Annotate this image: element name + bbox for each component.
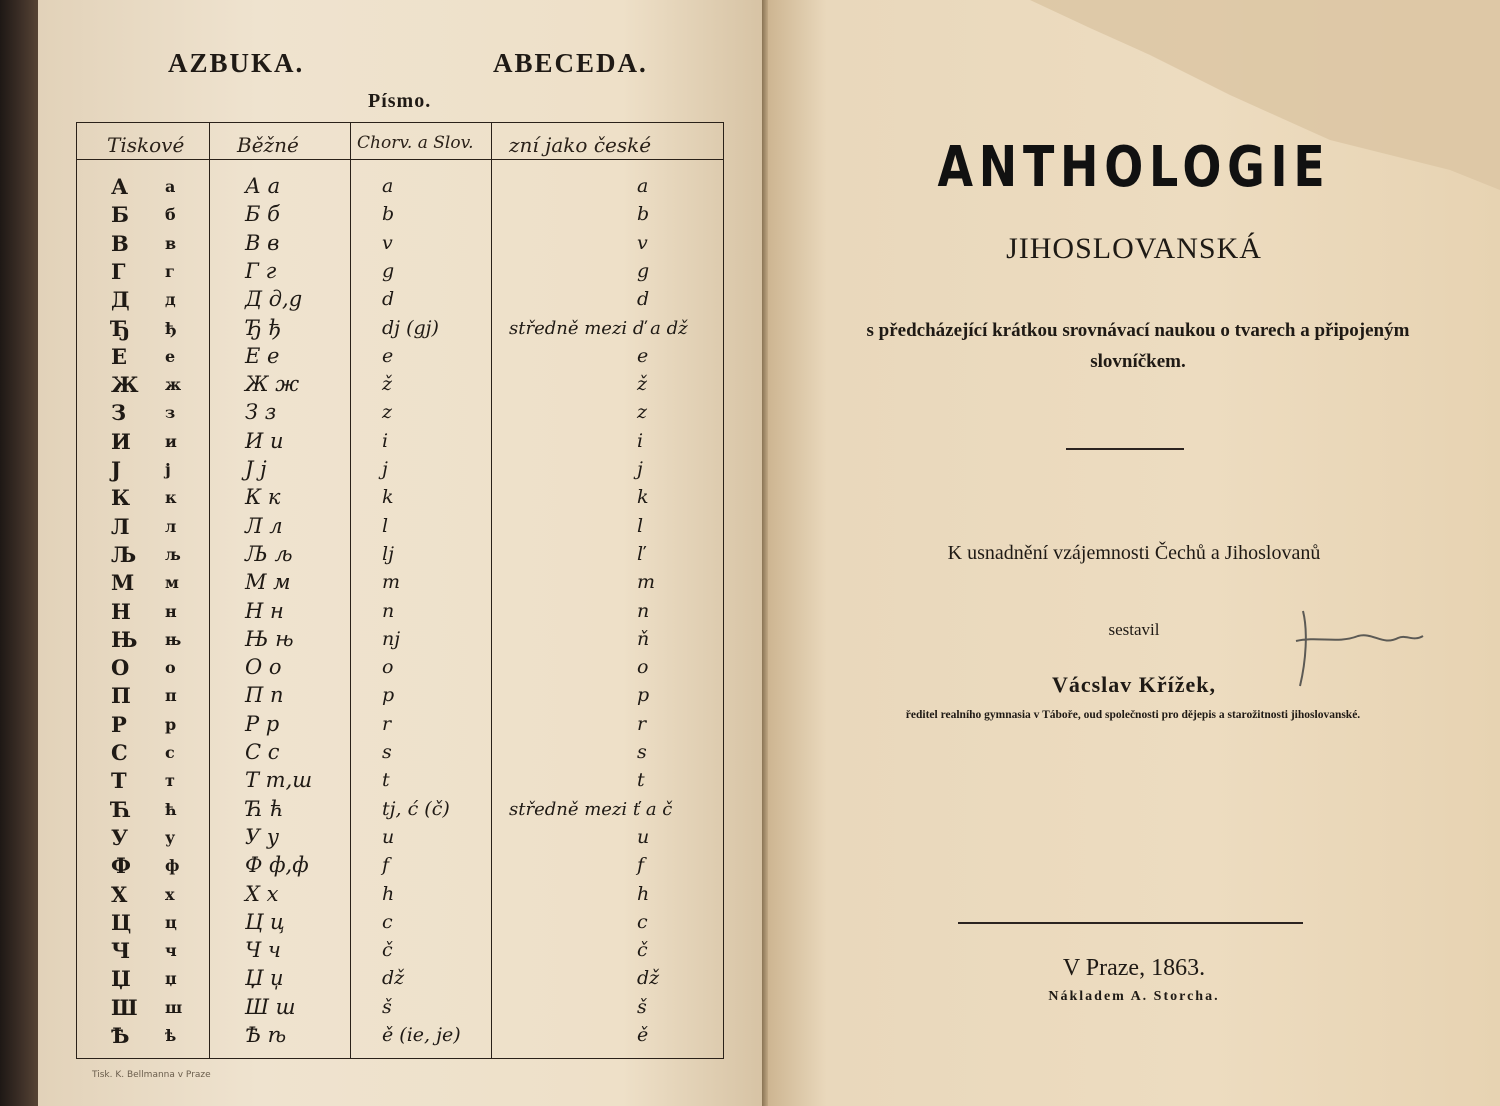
cursive-letter: Д д,g <box>245 287 303 312</box>
latin-equivalent: dž <box>382 967 405 990</box>
table-row <box>77 739 723 766</box>
czech-equivalent: š <box>637 995 647 1018</box>
czech-equivalent: z <box>637 401 648 424</box>
latin-equivalent: e <box>382 344 394 367</box>
latin-equivalent: g <box>382 259 395 282</box>
book-spine <box>0 0 40 1106</box>
latin-equivalent: s <box>382 741 392 763</box>
cursive-letter: Љ љ <box>245 541 293 566</box>
latin-equivalent: f <box>382 854 390 877</box>
printed-lowercase: х <box>165 884 175 904</box>
table-row <box>77 428 723 455</box>
printed-uppercase: М <box>111 570 135 596</box>
printed-uppercase: У <box>111 824 129 850</box>
printer-imprint: Tisk. K. Bellmanna v Praze <box>92 1070 211 1080</box>
printed-uppercase: С <box>111 740 128 765</box>
column-header-chorv-slov: Chorv. a Slov. <box>357 133 474 153</box>
printed-lowercase: ѣ <box>165 1026 177 1045</box>
printed-lowercase: з <box>165 403 176 423</box>
table-row <box>77 937 723 964</box>
czech-equivalent: a <box>637 175 649 197</box>
printed-lowercase: л <box>165 516 177 536</box>
printed-uppercase: З <box>111 400 127 426</box>
latin-equivalent: č <box>382 939 393 962</box>
czech-equivalent: dž <box>637 967 660 990</box>
latin-equivalent: ž <box>382 373 393 396</box>
book-description <box>838 315 1438 377</box>
handwritten-signature <box>1288 606 1428 691</box>
table-row <box>77 824 723 851</box>
table-row <box>77 767 723 794</box>
cursive-letter: Ђ ђ <box>245 315 282 340</box>
cursive-letter: Ћ ћ <box>245 796 284 821</box>
torn-page-corner <box>1030 0 1500 190</box>
latin-equivalent: nj <box>382 627 401 650</box>
czech-equivalent: u <box>637 825 650 848</box>
latin-equivalent: n <box>382 599 395 622</box>
printed-lowercase: ш <box>165 997 183 1017</box>
czech-equivalent: f <box>637 854 645 877</box>
left-page <box>38 0 768 1106</box>
book-subtitle: JIHOSLOVANSKÁ <box>1006 232 1262 265</box>
description-line: slovníčkem. <box>1090 351 1186 372</box>
printed-lowercase: м <box>165 573 179 593</box>
cursive-letter: Е е <box>245 343 280 368</box>
table-row <box>77 343 723 370</box>
table-row <box>77 371 723 398</box>
table-row <box>77 796 723 823</box>
printed-uppercase: Ј <box>111 457 121 482</box>
table-row <box>77 569 723 596</box>
column-header-tiskove: Tiskové <box>107 133 185 157</box>
printed-lowercase: ж <box>165 375 182 395</box>
czech-equivalent: ž <box>637 373 648 396</box>
printed-lowercase: и <box>165 431 177 451</box>
printed-lowercase: е <box>165 346 176 366</box>
printed-lowercase: љ <box>165 544 181 564</box>
printed-lowercase: о <box>165 658 176 678</box>
table-row <box>77 230 723 257</box>
cursive-letter: С с <box>245 740 280 764</box>
table-row <box>77 682 723 709</box>
cursive-letter: Р р <box>245 711 280 736</box>
latin-equivalent: a <box>382 175 394 197</box>
alphabet-table <box>76 122 724 1059</box>
printed-lowercase: џ <box>165 969 177 989</box>
printed-uppercase: В <box>111 230 129 256</box>
latin-equivalent: t <box>382 769 390 792</box>
czech-equivalent: ň <box>637 627 650 650</box>
cursive-letter: Х х <box>245 881 279 906</box>
latin-equivalent: d <box>382 288 395 311</box>
czech-equivalent: r <box>637 712 647 735</box>
book-title: ANTHOLOGIE <box>937 135 1331 200</box>
latin-equivalent: j <box>382 458 388 480</box>
czech-equivalent: b <box>637 203 650 226</box>
printed-lowercase: ј <box>165 460 171 479</box>
printed-uppercase: Х <box>111 881 128 907</box>
cursive-letter: Н н <box>245 598 284 623</box>
latin-equivalent: i <box>382 429 389 452</box>
table-row <box>77 881 723 908</box>
ornamental-rule <box>1066 448 1184 450</box>
cursive-letter: О о <box>245 655 282 680</box>
czech-equivalent: l <box>637 514 644 537</box>
subheader-pismo: Písmo. <box>368 90 432 112</box>
cursive-letter: Ц ц <box>245 909 285 934</box>
latin-equivalent: m <box>382 571 401 594</box>
printed-lowercase: њ <box>165 629 182 649</box>
printed-uppercase: Ч <box>111 938 131 964</box>
latin-equivalent: lj <box>382 542 394 565</box>
printed-uppercase: Д <box>111 287 130 313</box>
latin-equivalent: š <box>382 995 392 1018</box>
cursive-letter: Ж ж <box>245 372 300 397</box>
table-row <box>77 909 723 936</box>
cursive-letter: У у <box>245 824 280 849</box>
czech-equivalent: v <box>637 231 648 254</box>
printed-uppercase: Т <box>111 768 127 794</box>
cursive-letter: Ч ч <box>245 938 281 963</box>
czech-equivalent: j <box>637 458 643 480</box>
printed-lowercase: у <box>165 827 176 847</box>
czech-equivalent: k <box>637 486 649 509</box>
latin-equivalent: k <box>382 486 394 509</box>
printed-uppercase: Р <box>111 711 127 737</box>
latin-equivalent: h <box>382 882 395 905</box>
cursive-letter: И и <box>245 428 284 453</box>
table-row <box>77 484 723 511</box>
czech-equivalent: s <box>637 741 647 763</box>
table-row <box>77 258 723 285</box>
table-row <box>77 654 723 681</box>
table-row <box>77 852 723 879</box>
printed-uppercase: Л <box>111 513 130 539</box>
cursive-letter: Њ њ <box>245 626 294 651</box>
czech-equivalent: g <box>637 259 650 282</box>
czech-equivalent: n <box>637 599 650 622</box>
printed-lowercase: р <box>165 714 177 734</box>
pronunciation-note: středně mezi ť a č <box>509 798 673 820</box>
cursive-letter: Ш ш <box>245 994 296 1019</box>
printed-uppercase: О <box>111 655 130 681</box>
printed-uppercase: П <box>111 683 131 709</box>
czech-equivalent: č <box>637 939 648 962</box>
printed-uppercase: К <box>111 485 131 511</box>
cursive-letter: Ф ф,ф <box>245 853 309 878</box>
table-row <box>77 399 723 426</box>
table-row <box>77 626 723 653</box>
printed-uppercase: Љ <box>111 541 137 567</box>
cursive-letter: М м <box>245 570 291 595</box>
table-row <box>77 513 723 540</box>
printed-uppercase: Ђ <box>111 315 130 341</box>
table-row <box>77 456 723 483</box>
latin-equivalent: tj, ć (č) <box>382 797 450 820</box>
printed-lowercase: в <box>165 233 177 253</box>
cursive-letter: П п <box>245 683 284 708</box>
czech-equivalent: p <box>637 684 650 707</box>
czech-equivalent: c <box>637 910 648 933</box>
printed-lowercase: с <box>165 743 175 762</box>
latin-equivalent: p <box>382 684 395 707</box>
czech-equivalent: h <box>637 882 650 905</box>
author-affiliation: ředitel realního gymnasia v Táboře, oud společnosti pro dějepis a starožitnosti jihoslovanské. <box>905 709 1361 721</box>
printed-uppercase: Г <box>111 258 126 284</box>
czech-equivalent: ě <box>637 1024 649 1046</box>
cursive-letter: Б б <box>245 202 280 227</box>
printed-lowercase: т <box>165 771 175 791</box>
printed-uppercase: И <box>111 428 131 454</box>
cursive-letter: К к <box>245 485 281 510</box>
table-row <box>77 598 723 625</box>
czech-equivalent: ľ <box>637 542 645 565</box>
printed-lowercase: ч <box>165 941 177 961</box>
column-header-zni-jako: zní jako české <box>509 133 652 157</box>
czech-equivalent: o <box>637 656 649 679</box>
place-year: V Praze, 1863. <box>1062 955 1206 981</box>
ornamental-rule <box>958 922 1303 924</box>
table-row <box>77 173 723 200</box>
czech-equivalent: i <box>637 429 644 452</box>
printed-lowercase: к <box>165 488 177 508</box>
cursive-letter: В в <box>245 230 280 255</box>
printed-uppercase: Н <box>111 598 131 624</box>
latin-equivalent: u <box>382 825 395 848</box>
printed-lowercase: а <box>165 177 176 196</box>
table-row <box>77 201 723 228</box>
table-row <box>77 1022 723 1049</box>
dedication: K usnadnění vzájemnosti Čechů a Jihoslovanů <box>947 542 1321 564</box>
printed-uppercase: А <box>111 174 129 199</box>
latin-equivalent: ě (ie, je) <box>382 1024 461 1046</box>
czech-equivalent: e <box>637 344 649 367</box>
latin-equivalent: r <box>382 712 392 735</box>
czech-equivalent: t <box>637 769 645 792</box>
latin-equivalent: l <box>382 514 389 537</box>
printed-uppercase: Њ <box>111 626 138 652</box>
cursive-letter: Ј ј <box>245 457 267 481</box>
compiled-by: sestavil <box>1108 620 1160 639</box>
latin-equivalent: o <box>382 656 394 679</box>
printed-lowercase: п <box>165 686 177 706</box>
header-abeceda: ABECEDA. <box>493 48 648 78</box>
cursive-letter: Л л <box>245 513 283 538</box>
printed-uppercase: Ж <box>111 372 139 398</box>
printed-lowercase: ћ <box>165 799 177 819</box>
table-row <box>77 315 723 342</box>
table-row <box>77 711 723 738</box>
printed-uppercase: Ш <box>111 994 138 1020</box>
table-row <box>77 286 723 313</box>
cursive-letter: Т т,ш <box>245 768 313 793</box>
publisher: Nákladem A. Storcha. <box>1048 989 1220 1004</box>
printed-lowercase: ц <box>165 912 177 932</box>
czech-equivalent: m <box>637 571 656 594</box>
cursive-letter: Г г <box>245 258 277 283</box>
czech-equivalent: d <box>637 288 650 311</box>
printed-uppercase: Ц <box>111 909 132 935</box>
author-name: Vácslav Křížek, <box>1051 672 1217 697</box>
latin-equivalent: b <box>382 203 395 226</box>
cursive-letter: Ѣ ѣ <box>245 1023 287 1047</box>
pronunciation-note: středně mezi ď a dž <box>509 317 688 339</box>
printed-uppercase: Ф <box>111 853 131 879</box>
cursive-letter: А а <box>245 174 281 198</box>
printed-uppercase: Ѣ <box>111 1023 130 1048</box>
header-azbuka: AZBUKA. <box>168 48 305 78</box>
printed-uppercase: Ћ <box>111 796 132 822</box>
printed-lowercase: ф <box>165 856 180 876</box>
table-row <box>77 994 723 1021</box>
cursive-letter: Џ џ <box>245 966 284 991</box>
latin-equivalent: z <box>382 401 393 424</box>
column-header-bezne: Běžné <box>237 133 299 157</box>
printed-lowercase: г <box>165 261 175 281</box>
printed-lowercase: б <box>165 205 176 225</box>
header-divider <box>77 159 723 160</box>
latin-equivalent: v <box>382 231 393 254</box>
table-row <box>77 541 723 568</box>
printed-lowercase: ђ <box>165 318 177 338</box>
printed-uppercase: Б <box>111 202 129 228</box>
latin-equivalent: c <box>382 910 393 933</box>
printed-uppercase: Џ <box>111 966 131 992</box>
printed-uppercase: Е <box>111 343 128 369</box>
table-row <box>77 965 723 992</box>
printed-lowercase: н <box>165 601 177 621</box>
latin-equivalent: dj (gj) <box>382 316 439 339</box>
printed-lowercase: д <box>165 290 176 310</box>
cursive-letter: З з <box>245 400 277 425</box>
description-line: s předcházející krátkou srovnávací naukou o tvarech a připojeným <box>866 320 1410 341</box>
